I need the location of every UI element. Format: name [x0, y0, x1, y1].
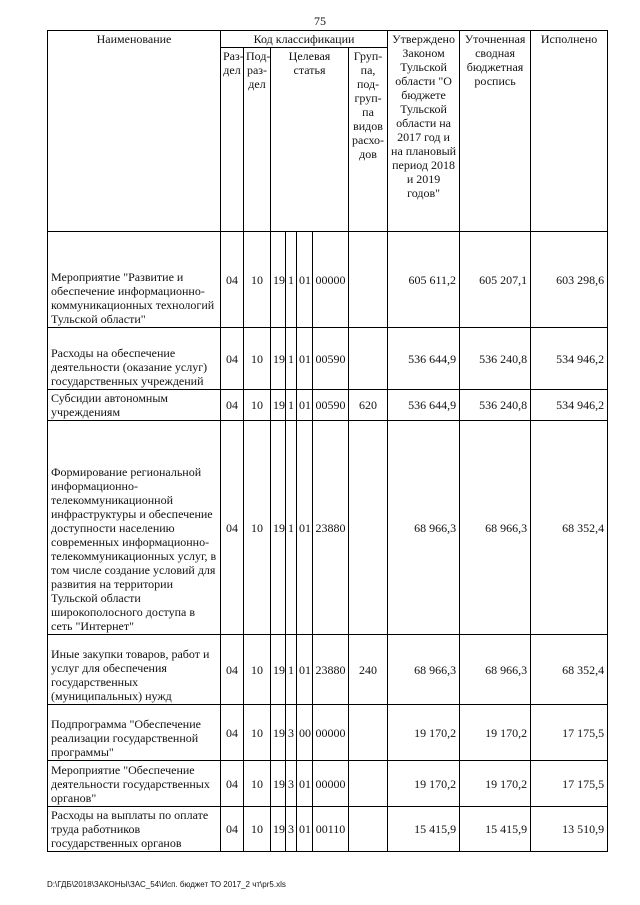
- row-group: [349, 328, 388, 390]
- row-ts1: 19: [271, 328, 286, 390]
- footer-file-path: D:\ГДБ\2018\ЗАКОНЫ\ЗАС_54\Исп. бюджет ТО 2017_2 чт\pr5.xls: [47, 880, 286, 889]
- row-ts3: 01: [297, 232, 313, 328]
- row-ts1: 19: [271, 705, 286, 761]
- row-name: Мероприятие "Развитие и обеспечение информационно-коммуникационных технологий Тульской области": [48, 232, 221, 328]
- table-row: [48, 761, 608, 807]
- row-approved: 19 170,2: [388, 705, 460, 761]
- row-section: 04: [221, 390, 244, 421]
- row-subsection: 10: [244, 807, 271, 852]
- row-approved: 605 611,2: [388, 232, 460, 328]
- table-row: [48, 705, 608, 761]
- table-row: [48, 421, 608, 635]
- row-group: 620: [349, 390, 388, 421]
- row-executed: 17 175,5: [531, 761, 608, 807]
- table-row: [48, 232, 608, 328]
- row-ts3: 01: [297, 390, 313, 421]
- row-name: Расходы на выплаты по оплате труда работников государственных органов: [48, 807, 221, 852]
- row-refined: 68 966,3: [460, 421, 531, 635]
- row-section: 04: [221, 705, 244, 761]
- row-ts1: 19: [271, 390, 286, 421]
- row-ts1: 19: [271, 807, 286, 852]
- row-subsection: 10: [244, 761, 271, 807]
- row-group: [349, 421, 388, 635]
- row-approved: 68 966,3: [388, 635, 460, 705]
- header-classification: Код классификации: [221, 31, 388, 48]
- row-ts2: 1: [286, 635, 297, 705]
- row-refined: 68 966,3: [460, 635, 531, 705]
- row-executed: 534 946,2: [531, 390, 608, 421]
- row-ts2: 1: [286, 232, 297, 328]
- row-approved: 536 644,9: [388, 328, 460, 390]
- row-group: [349, 761, 388, 807]
- row-section: 04: [221, 421, 244, 635]
- row-group: [349, 705, 388, 761]
- row-ts4: 00590: [313, 328, 349, 390]
- row-ts1: 19: [271, 421, 286, 635]
- row-ts4: 00590: [313, 390, 349, 421]
- row-group: 240: [349, 635, 388, 705]
- header-name: Наименование: [48, 31, 221, 232]
- row-ts2: 1: [286, 421, 297, 635]
- row-ts1: 19: [271, 232, 286, 328]
- row-section: 04: [221, 232, 244, 328]
- header-target-article: Целевая статья: [271, 48, 349, 232]
- row-executed: 17 175,5: [531, 705, 608, 761]
- row-refined: 536 240,8: [460, 328, 531, 390]
- row-group: [349, 807, 388, 852]
- row-refined: 536 240,8: [460, 390, 531, 421]
- row-executed: 603 298,6: [531, 232, 608, 328]
- row-ts2: 1: [286, 328, 297, 390]
- header-approved: Утверждено Законом Тульской области "О бюджете Тульской области на 2017 год и на плановый период 2018 и 2019 годов": [388, 31, 460, 232]
- row-ts1: 19: [271, 635, 286, 705]
- row-refined: 19 170,2: [460, 705, 531, 761]
- row-approved: 15 415,9: [388, 807, 460, 852]
- row-approved: 19 170,2: [388, 761, 460, 807]
- row-ts4: 23880: [313, 635, 349, 705]
- header-subsection: Под-раз-дел: [244, 48, 271, 232]
- row-ts4: 23880: [313, 421, 349, 635]
- row-ts2: 3: [286, 807, 297, 852]
- header-expense-group: Груп-па, под-груп-па видов расхо-дов: [349, 48, 388, 232]
- header-refined: Уточненная сводная бюджетная роспись: [460, 31, 531, 232]
- row-name: Субсидии автономным учреждениям: [48, 390, 221, 421]
- row-name: Подпрограмма "Обеспечение реализации государственной программы": [48, 705, 221, 761]
- table-row: [48, 635, 608, 705]
- row-ts4: 00000: [313, 705, 349, 761]
- row-ts1: 19: [271, 761, 286, 807]
- table-row: [48, 390, 608, 421]
- row-group: [349, 232, 388, 328]
- row-executed: 534 946,2: [531, 328, 608, 390]
- header-section: Раз-дел: [221, 48, 244, 232]
- row-ts3: 01: [297, 328, 313, 390]
- row-section: 04: [221, 328, 244, 390]
- header-executed: Исполнено: [531, 31, 608, 232]
- row-ts3: 01: [297, 635, 313, 705]
- row-executed: 13 510,9: [531, 807, 608, 852]
- table-row: [48, 807, 608, 852]
- row-subsection: 10: [244, 421, 271, 635]
- budget-table: [47, 30, 608, 852]
- row-executed: 68 352,4: [531, 421, 608, 635]
- row-name: Формирование региональной информационно-телекоммуникационной инфраструктуры и обеспечение доступности населению современных информационно-телекоммуникационных услуг, в том числе создание условий для развития на территории Тульской области широкополосного доступа в сеть "Интернет": [48, 421, 221, 635]
- row-refined: 19 170,2: [460, 761, 531, 807]
- row-refined: 605 207,1: [460, 232, 531, 328]
- row-ts3: 00: [297, 705, 313, 761]
- row-name: Иные закупки товаров, работ и услуг для обеспечения государственных (муниципальных) нужд: [48, 635, 221, 705]
- row-ts4: 00000: [313, 232, 349, 328]
- row-section: 04: [221, 761, 244, 807]
- page-number: 75: [314, 14, 326, 28]
- row-ts2: 3: [286, 761, 297, 807]
- row-section: 04: [221, 635, 244, 705]
- row-name: Расходы на обеспечение деятельности (оказание услуг) государственных учреждений: [48, 328, 221, 390]
- row-approved: 536 644,9: [388, 390, 460, 421]
- table-row: [48, 328, 608, 390]
- row-ts2: 1: [286, 390, 297, 421]
- row-ts3: 01: [297, 807, 313, 852]
- row-subsection: 10: [244, 705, 271, 761]
- row-subsection: 10: [244, 328, 271, 390]
- row-ts3: 01: [297, 761, 313, 807]
- row-subsection: 10: [244, 390, 271, 421]
- row-name: Мероприятие "Обеспечение деятельности государственных органов": [48, 761, 221, 807]
- row-ts4: 00110: [313, 807, 349, 852]
- row-refined: 15 415,9: [460, 807, 531, 852]
- row-approved: 68 966,3: [388, 421, 460, 635]
- row-subsection: 10: [244, 232, 271, 328]
- row-executed: 68 352,4: [531, 635, 608, 705]
- row-ts2: 3: [286, 705, 297, 761]
- row-ts3: 01: [297, 421, 313, 635]
- row-subsection: 10: [244, 635, 271, 705]
- row-section: 04: [221, 807, 244, 852]
- row-ts4: 00000: [313, 761, 349, 807]
